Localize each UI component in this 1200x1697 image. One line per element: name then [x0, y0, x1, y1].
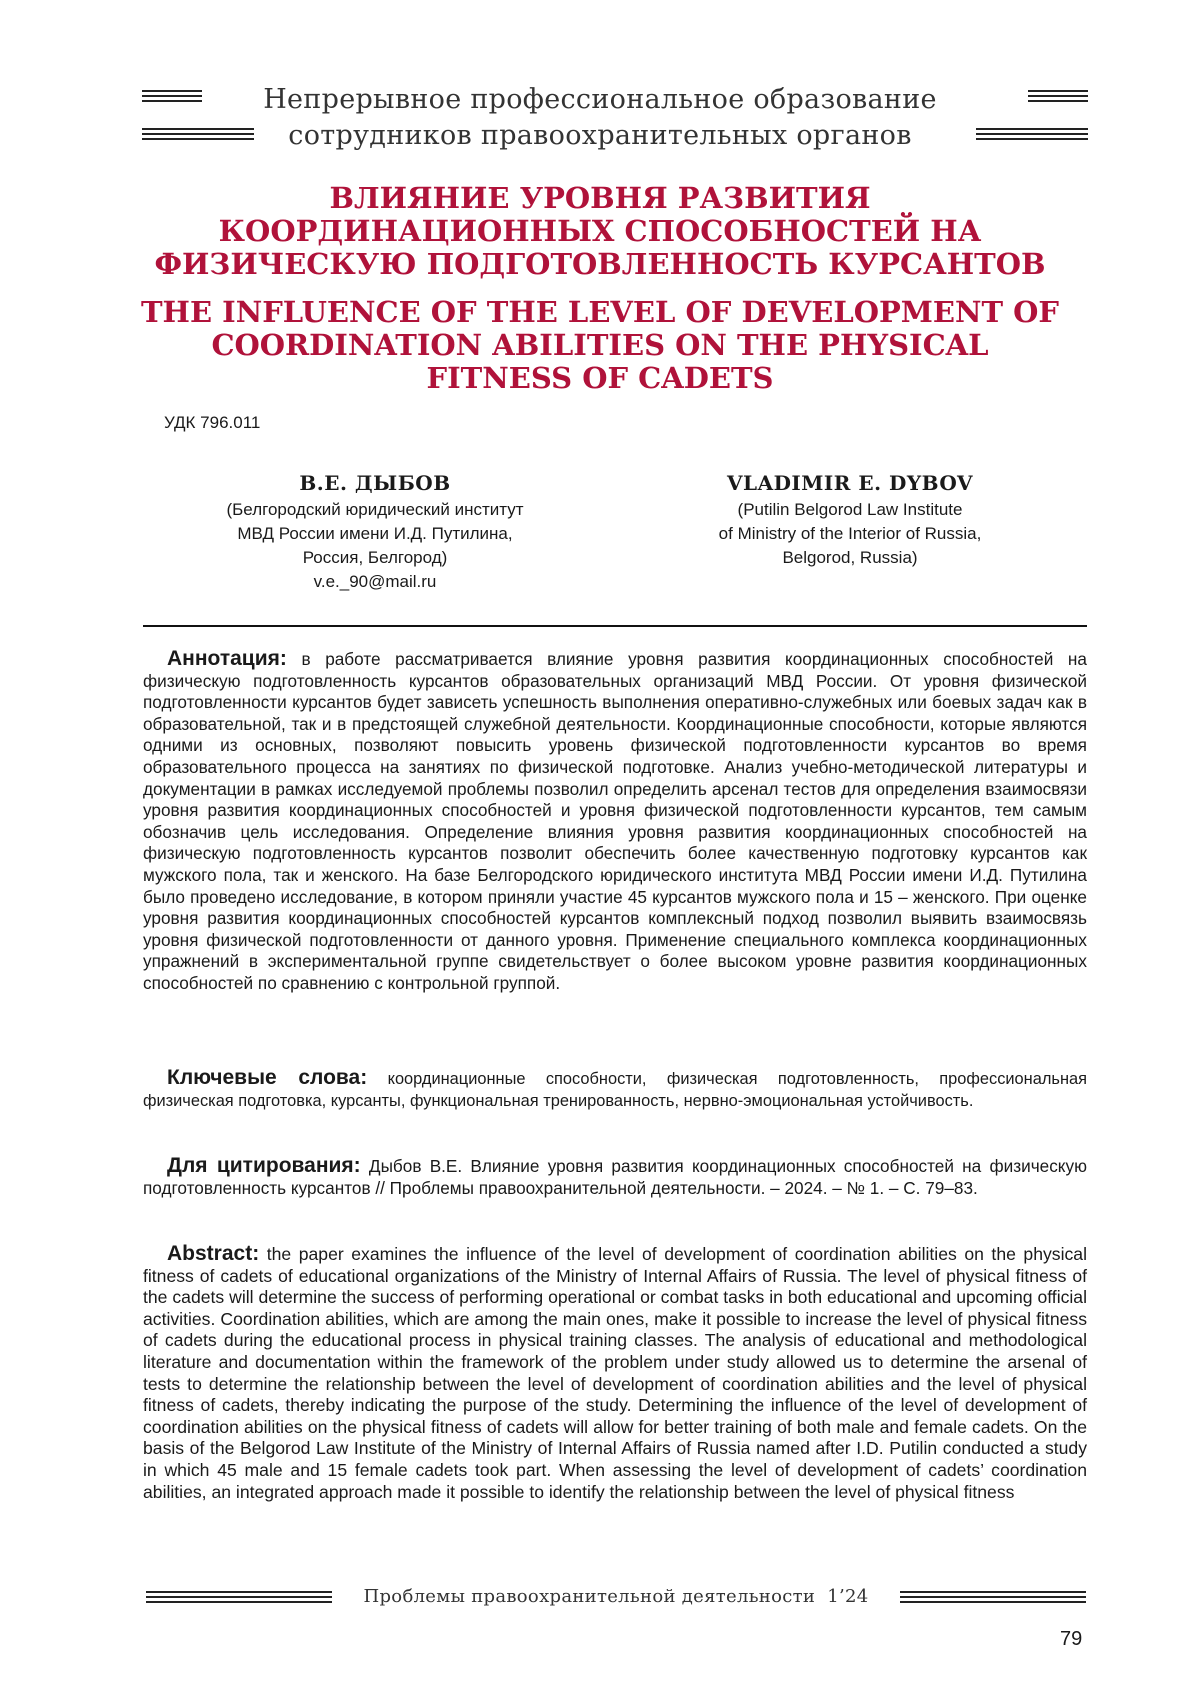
affiliation-line: Россия, Белгород)	[302, 548, 448, 567]
article-title-en: THE INFLUENCE OF THE LEVEL OF DEVELOPMENT OF COORDINATION ABILITIES ON THE PHYSICAL FITNESS OF CADETS	[140, 295, 1060, 395]
affiliation-line: (Putilin Belgorod Law Institute	[737, 500, 963, 519]
page-number: 79	[1060, 1628, 1083, 1650]
section-divider	[143, 625, 1087, 627]
footer-rule-right	[900, 1591, 1086, 1606]
journal-header-line-1: Непрерывное профессиональное образование	[263, 84, 937, 115]
header-rule-left-bottom	[142, 128, 254, 143]
journal-header	[250, 82, 950, 154]
page-footer	[146, 1586, 1086, 1614]
annotation-text: в работе рассматривается влияние уровня развития координационных способностей на физическую подготовленность курсантов образовательных организаций МВД России. От уровня физической подготовленности курсантов будет зависеть успешность выполнения оперативно-служебных или боевых задач как в образовательной, так и в предстоящей служебной деятельности. Координационные способности, которые являются одними из основных, позволяют повысить уровень физической подготовленности курсантов во время образовательного процесса на занятиях по физической подготовке. Анализ учебно-методической литературы и документации в рамках исследуемой проблемы позволил определить арсенал тестов для определения взаимосвязи уровня развития координационных способностей и уровня физической подготовленности курсантов, тем самым обозначив цель исследования. Определение влияния уровня развития координационных способностей на физическую подготовленность курсантов позволит обеспечить более качественную подготовку курсантов как мужского пола, так и женского. На базе Белгородского юридического института МВД России имени И.Д. Путилина было проведено исследование, в котором приняли участие 45 курсантов мужского пола и 15 – женского. При оценке уровня развития координационных способностей курсантов комплексный подход позволил выявить взаимосвязь уровня физической подготовленности от данного уровня. Применение специального комплекса координационных упражнений в экспериментальной группе свидетельствует о более высоком уровне развития координационных способностей по сравнению с контрольной группой.	[143, 649, 1087, 993]
annotation-label: Аннотация:	[167, 647, 287, 670]
header-rule-right-bottom	[976, 128, 1088, 143]
abstract-paragraph	[143, 1243, 1087, 1503]
author-block-en	[640, 468, 1060, 570]
citation-label: Для цитирования:	[167, 1154, 361, 1177]
keywords-text: координационные способности, физическая подготовленность, профессиональная физическая подготовка, курсанты, функциональная тренированность, нервно-эмоциональная устойчивость.	[143, 1070, 1087, 1110]
affiliation-line: МВД России имени И.Д. Путилина,	[237, 524, 513, 543]
abstract-text: the paper examines the influence of the level of development of coordination abilities on the physical fitness of cadets of educational organizations of the Ministry of Internal Affairs of Russia. The level of physical fitness of the cadets will determine the success of performing operational or combat tasks in both educational and upcoming official activities. Coordination abilities, which are among the main ones, make it possible to increase the level of physical fitness of cadets during the educational process in physical training classes. The analysis of educational and methodological literature and documentation within the framework of the problem under study allowed us to determine the arsenal of tests to determine the relationship between the level of development of coordination abilities and the level of physical fitness of cadets, thereby indicating the purpose of the study. Determining the influence of the level of development of coordination abilities on the physical fitness of cadets will allow for better training of both male and female cadets. On the basis of the Belgorod Law Institute of the Ministry of Internal Affairs of Russia named after I.D. Putilin conducted a study in which 45 male and 15 female cadets took part. When assessing the level of development of cadets’ coordination abilities, an integrated approach made it possible to identify the relationship between the level of physical fitness	[143, 1244, 1087, 1502]
author-block-ru	[165, 468, 585, 594]
citation-paragraph	[143, 1155, 1087, 1199]
footer-issue: 1’24	[827, 1586, 869, 1607]
journal-header-line-2: сотрудников правоохранительных органов	[288, 120, 912, 151]
annotation-paragraph	[143, 648, 1087, 995]
author-name-en: VLADIMIR E. DYBOV	[726, 471, 974, 495]
affiliation-line: (Белгородский юридический институт	[226, 500, 524, 519]
footer-rule-left	[146, 1591, 332, 1606]
keywords-paragraph	[143, 1067, 1087, 1112]
header-rule-right-top	[1028, 90, 1088, 105]
affiliation-line: Belgorod, Russia)	[782, 548, 918, 567]
article-title-ru: ВЛИЯНИЕ УРОВНЯ РАЗВИТИЯ КООРДИНАЦИОННЫХ СПОСОБНОСТЕЙ НА ФИЗИЧЕСКУЮ ПОДГОТОВЛЕННОСТЬ КУРСАНТОВ	[154, 181, 1046, 281]
author-email: v.e._90@mail.ru	[313, 572, 437, 591]
header-rule-left-top	[142, 90, 202, 105]
author-name-ru: В.Е. ДЫБОВ	[299, 471, 451, 495]
citation-text: Дыбов В.Е. Влияние уровня развития координационных способностей на физическую подготовленность курсантов // Проблемы правоохранительной деятельности. – 2024. – № 1. – С. 79–83.	[143, 1156, 1087, 1198]
keywords-label: Ключевые слова:	[167, 1066, 368, 1089]
footer-journal	[332, 1586, 900, 1607]
affiliation-line: of Ministry of the Interior of Russia,	[718, 524, 982, 543]
udc-code: УДК 796.011	[164, 413, 261, 432]
abstract-label: Abstract:	[167, 1242, 260, 1265]
footer-journal-name: Проблемы правоохранительной деятельности	[363, 1586, 816, 1607]
